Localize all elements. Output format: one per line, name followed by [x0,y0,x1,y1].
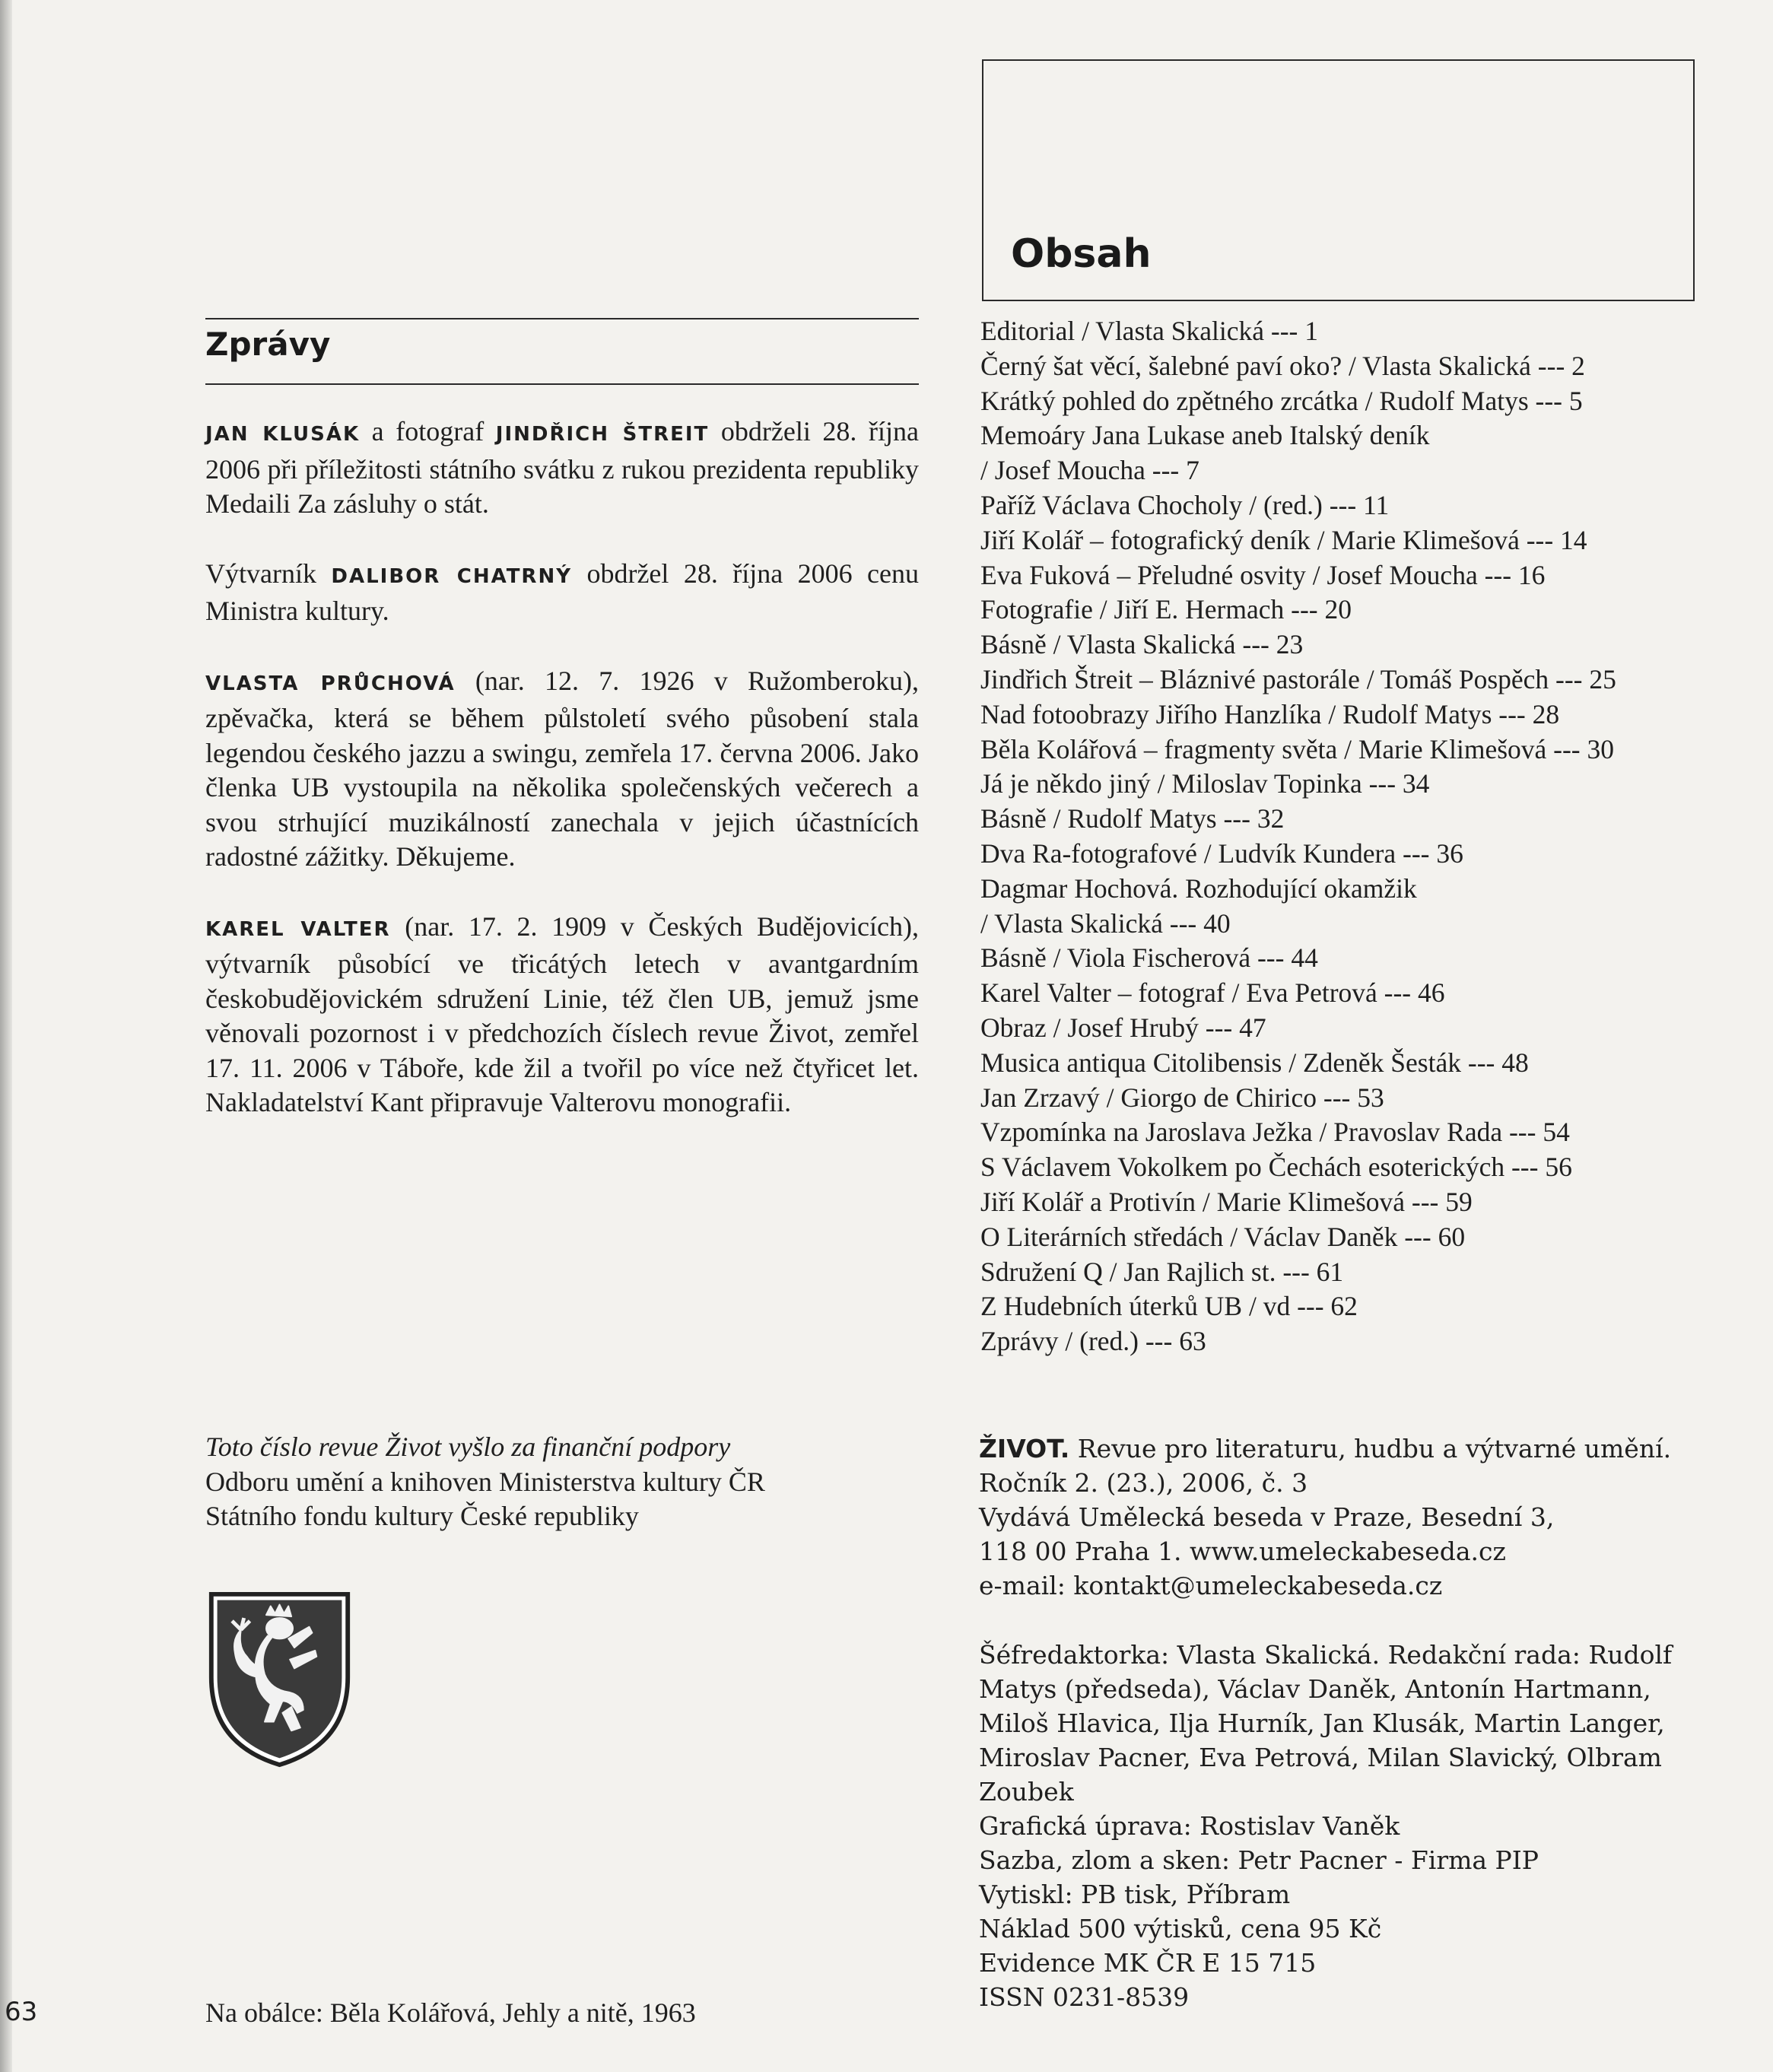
publisher-info [979,1432,1679,1603]
editorial-board [979,1638,1679,2014]
toc-entry: / Josef Moucha --- 7 [980,455,1199,486]
colophon-line: 118 00 Praha 1. www.umeleckabeseda.cz [979,1537,1506,1566]
colophon-line [979,1432,1679,1466]
colophon [979,1432,1679,2049]
toc-entry: Musica antiqua Citolibensis / Zdeněk Šesták --- 48 [980,1047,1529,1078]
colophon-line: Ročník 2. (23.), 2006, č. 3 [979,1468,1308,1498]
news-section [205,415,919,1155]
toc-entry: Já je někdo jiný / Miloslav Topinka --- 34 [980,768,1430,799]
page-gutter [0,0,12,2072]
toc-entry: Sdružení Q / Jan Rajlich st. --- 61 [980,1256,1344,1287]
news-item: Výtvarník DALIBOR CHATRNÝ obdržel 28. října 2006 cenu Ministra kultury. [205,558,920,626]
toc-entry: Memoáry Jana Lukase aneb Italský deník [980,420,1430,451]
colophon-line: Evidence MK ČR E 15 715 [979,1948,1317,1978]
toc-entry: Krátký pohled do zpětného zrcátka / Rudolf Matys --- 5 [980,385,1583,416]
toc-entry: Dva Ra-fotografové / Ludvík Kundera --- 36 [980,837,1463,869]
colophon-line: Náklad 500 výtisků, cena 95 Kč [979,1914,1382,1943]
toc-entry: Paříž Václava Chocholy / (red.) --- 11 [980,489,1390,520]
support-line: Toto číslo revue Život vyšlo za finanční podpory [205,1432,731,1462]
toc-entry: O Literárních středách / Václav Daněk --- 60 [980,1221,1466,1252]
colophon-line: e-mail: kontakt@umeleckabeseda.cz [979,1571,1443,1600]
contents-title-box [982,59,1695,301]
news-item: VLASTA PRŮCHOVÁ (nar. 12. 7. 1926 v Ružomberoku), zpěvačka, která se během půlstoletí svého působení stala legendou českého jazzu a swingu, zemřela 17. června 2006. Jako členka UB vystoupila na několika společenských večerech a svou strhující muzikálností zanechala v jejich účastnících radostné zážitky. Děkujeme. [205,665,919,872]
person-name: KAREL VALTER [205,917,391,941]
colophon-line: Miloš Hlavica, Ilja Hurník, Jan Klusák, Martin Langer, [979,1708,1665,1738]
toc-entry: Jindřich Štreit – Bláznivé pastorále / Tomáš Pospěch --- 25 [980,663,1616,694]
person-name: JINDŘICH ŠTREIT [495,423,710,446]
bottom-rule [205,383,919,385]
colophon-line: Vydává Umělecká beseda v Praze, Besední 3, [979,1502,1555,1532]
magazine-name: ŽIVOT. [979,1434,1070,1463]
toc-entry: Eva Fuková – Přeludné osvity / Josef Moucha --- 16 [980,559,1546,590]
toc-entry: Básně / Rudolf Matys --- 32 [980,803,1285,834]
colophon-line: Miroslav Pacner, Eva Petrová, Milan Slavický, Olbram [979,1743,1662,1772]
colophon-line: Zoubek [979,1777,1074,1807]
contents-title: Obsah [1011,231,1152,277]
person-name: JAN KLUSÁK [205,423,361,446]
toc-entry: Dagmar Hochová. Rozhodující okamžik [980,872,1417,904]
colophon-line: Sazba, zlom a sken: Petr Pacner - Firma PIP [979,1845,1539,1875]
toc-entry: Běla Kolářová – fragmenty světa / Marie Klimešová --- 30 [980,733,1614,764]
czech-coat-of-arms-icon [205,1588,354,1771]
colophon-line: ISSN 0231-8539 [979,1982,1190,2012]
colophon-line: Šéfredaktorka: Vlasta Skalická. Redakční rada: Rudolf [979,1640,1673,1670]
toc-entry: Fotografie / Jiří E. Hermach --- 20 [980,594,1352,625]
news-item: KAREL VALTER (nar. 17. 2. 1909 v Českých Budějovicích), výtvarník působící ve třicátých letech v avantgardním českobudějovickém sdružení Linie, též člen UB, jemuž jsme věnovali pozornost i v předchozích číslech revue Život, zemřel 17. 11. 2006 v Táboře, kde žil a tvořil po více než čtyřicet let. Nakladatelství Kant připravuje Valterovu monografii. [205,910,919,1117]
colophon-line: Matys (předseda), Václav Daněk, Antonín Hartmann, [979,1674,1651,1704]
toc-entry: Černý šat věcí, šalebné paví oko? / Vlasta Skalická --- 2 [980,350,1585,381]
toc-entry: Obraz / Josef Hrubý --- 47 [980,1012,1266,1043]
news-item: JAN KLUSÁK a fotograf JINDŘICH ŠTREIT obdrželi 28. října 2006 při příležitosti státního svátku z rukou prezidenta republiky Medaili Za zásluhy o stát. [205,416,919,519]
person-name: VLASTA PRŮCHOVÁ [205,672,456,695]
support-line: Státního fondu kultury České republiky [205,1501,639,1531]
page-number: 63 [5,1997,38,2027]
cover-note: Na obálce: Běla Kolářová, Jehly a nitě, 1963 [205,1997,696,2028]
person-name: DALIBOR CHATRNÝ [331,564,573,588]
toc-entry: Zprávy / (red.) --- 63 [980,1326,1206,1357]
support-line: Odboru umění a knihoven Ministerstva kultury ČR [205,1466,765,1497]
toc-entry: Z Hudebních úterků UB / vd --- 62 [980,1291,1358,1322]
toc-entry: Básně / Vlasta Skalická --- 23 [980,629,1304,660]
toc-entry: S Václavem Vokolkem po Čechách esoterických --- 56 [980,1152,1572,1183]
table-of-contents [980,314,1726,1359]
toc-entry: / Vlasta Skalická --- 40 [980,907,1231,939]
toc-entry: Jan Zrzavý / Giorgo de Chirico --- 53 [980,1082,1384,1113]
toc-entry: Nad fotoobrazy Jiřího Hanzlíka / Rudolf Matys --- 28 [980,698,1560,729]
colophon-line: Grafická úprava: Rostislav Vaněk [979,1811,1400,1841]
magazine-subtitle: Revue pro literaturu, hudbu a výtvarné umění. [1069,1434,1672,1463]
top-rule [205,318,919,319]
news-title: Zprávy [205,326,331,363]
toc-entry: Jiří Kolář – fotografický deník / Marie Klimešová --- 14 [980,524,1587,555]
toc-entry: Editorial / Vlasta Skalická --- 1 [980,316,1318,346]
colophon-line: Vytiskl: PB tisk, Příbram [979,1880,1291,1909]
toc-entry: Vzpomínka na Jaroslava Ježka / Pravoslav Rada --- 54 [980,1117,1570,1148]
support-note [205,1430,966,1534]
toc-entry: Jiří Kolář a Protivín / Marie Klimešová --- 59 [980,1186,1473,1217]
toc-entry: Karel Valter – fotograf / Eva Petrová --- 46 [980,977,1445,1009]
toc-entry: Básně / Viola Fischerová --- 44 [980,942,1318,974]
